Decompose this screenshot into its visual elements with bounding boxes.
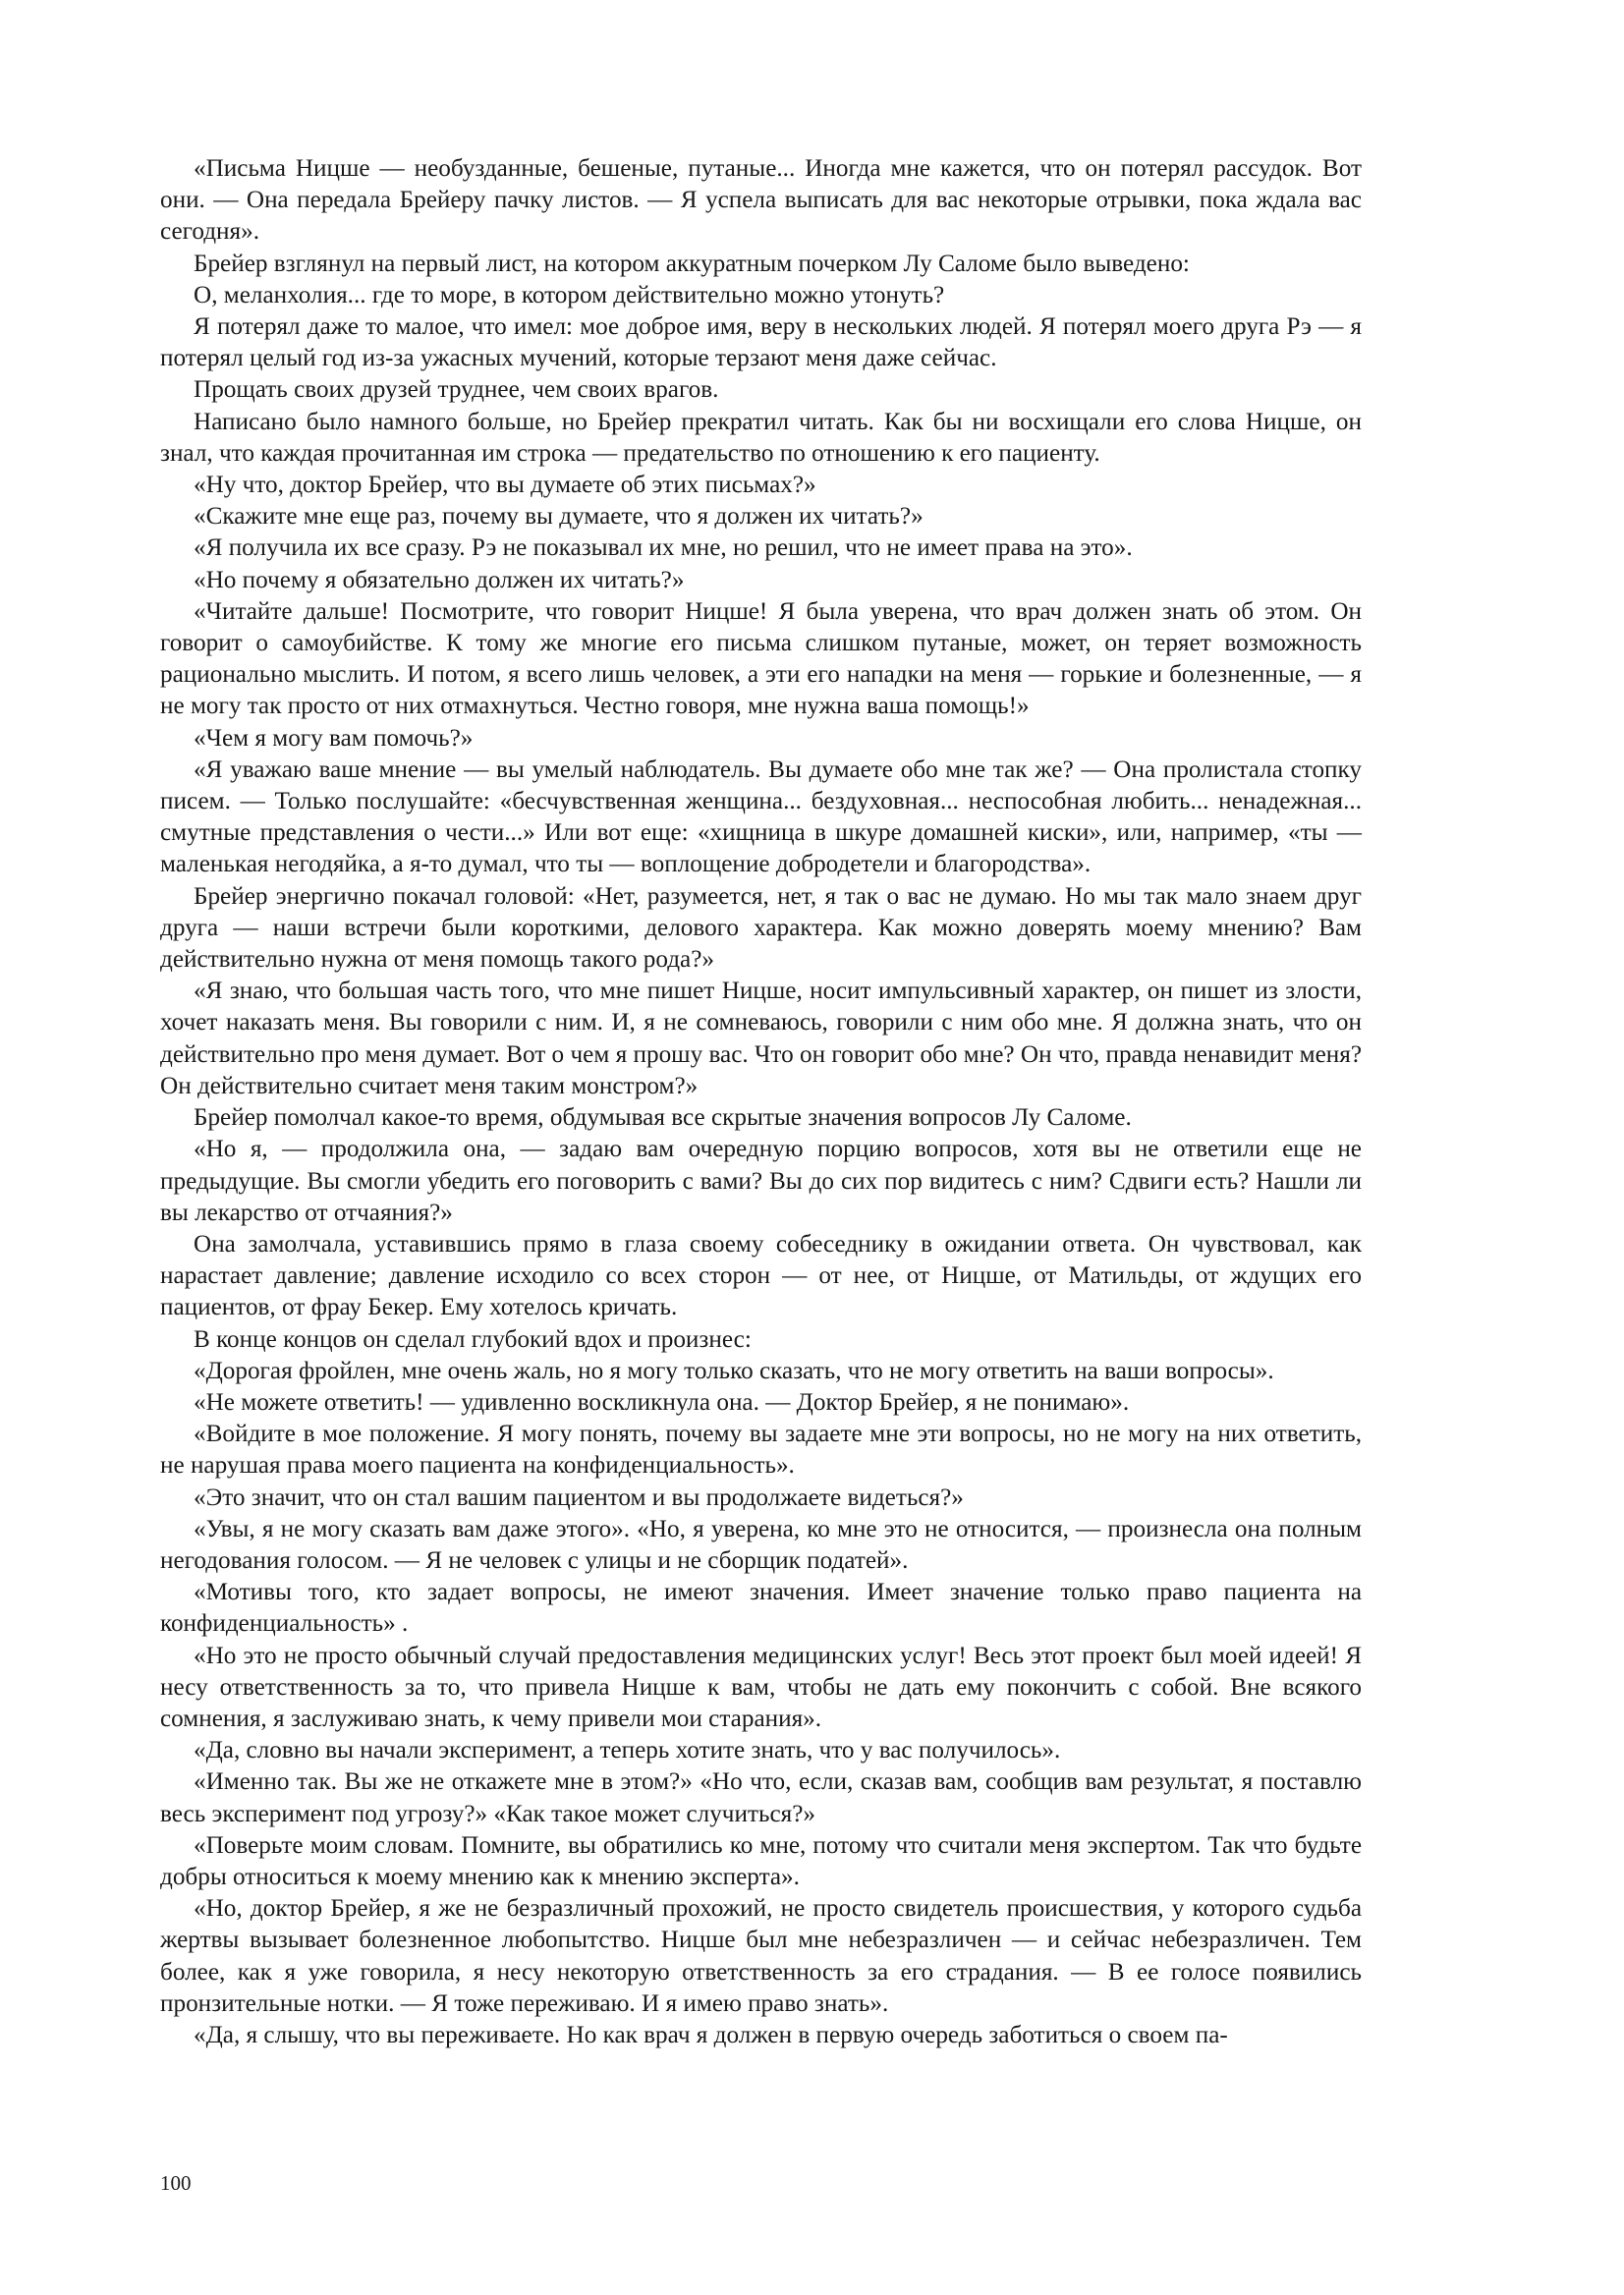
paragraph: «Но почему я обязательно должен их читать?»	[194, 566, 685, 593]
paragraph: «Скажите мне еще раз, почему вы думаете, что я должен их читать?»	[194, 503, 924, 531]
paragraph: Написано было намного больше, но Брейер прекратил читать. Как бы ни восхищали его слова Ницше, он знал, что каждая прочитанная им строка — предательство по отношению к его пациенту.	[160, 408, 1362, 467]
paragraph: «Именно так. Вы же не откажете мне в этом?» «Но что, если, сказав вам, сообщив вам результат, я поставлю весь эксперимент под угрозу?» «Как такое может случиться?»	[160, 1768, 1362, 1827]
paragraph: «Поверьте моим словам. Помните, вы обратились ко мне, потому что считали меня экспертом. Так что будьте добры относиться к моему мнению как к мнению эксперта».	[160, 1831, 1362, 1890]
paragraph: Брейер помолчал какое-то время, обдумывая все скрытые значения вопросов Лу Саломе.	[194, 1104, 1132, 1132]
paragraph: Она замолчала, уставившись прямо в глаза своему собеседнику в ожидании ответа. Он чувствовал, как нарастает давление; давление исходило со всех сторон — от нее, от Ницше, от Матильды, от ждущих его пациентов, от фрау Бекер. Ему хотелось кричать.	[160, 1230, 1362, 1321]
paragraph: «Это значит, что он стал вашим пациентом и вы продолжаете видеться?»	[194, 1483, 964, 1511]
paragraph: «Я получила их все сразу. Рэ не показывал их мне, но решил, что не имеет права на это».	[194, 534, 1133, 562]
paragraph: «Но я, — продолжила она, — задаю вам очередную порцию вопросов, хотя вы не ответили еще не предыдущие. Вы смогли убедить его поговорить с вами? Вы до сих пор видитесь с ним? Сдвиги есть? Нашли ли вы лекарство от отчаяния?»	[160, 1136, 1362, 1226]
paragraph: «Мотивы того, кто задает вопросы, не имеют значения. Имеет значение только право пациента на конфиденциальность» .	[160, 1579, 1362, 1638]
paragraph: «Письма Ницше — необузданные, бешеные, путаные... Иногда мне кажется, что он потерял рассудок. Вот они. — Она передала Брейеру пачку листов. — Я успела выписать для вас некоторые отрывки, пока ждала вас сегодня».	[160, 155, 1362, 246]
paragraph: «Я уважаю ваше мнение — вы умелый наблюдатель. Вы думаете обо мне так же? — Она пролистала стопку писем. — Только послушайте: «бесчувственная женщина... бездуховная... неспособная любить... ненадежная... смутные представления о чести...» Или вот еще: «хищница в шкуре домашней киски», или, например, «ты — маленькая негодяйка, а я-то думал, что ты — воплощение добродетели и благородства».	[160, 756, 1362, 878]
paragraph: «Ну что, доктор Брейер, что вы думаете об этих письмах?»	[194, 472, 816, 499]
paragraph: «Да, я слышу, что вы переживаете. Но как врач я должен в первую очередь заботиться о своем па-	[194, 2021, 1228, 2048]
page-body-text	[160, 153, 1362, 2051]
paragraph: Я потерял даже то малое, что имел: мое доброе имя, веру в нескольких людей. Я потерял моего друга Рэ — я потерял целый год из-за ужасных мучений, которые терзают меня даже сейчас.	[160, 313, 1362, 372]
paragraph: «Но, доктор Брейер, я же не безразличный прохожий, не просто свидетель происшествия, у которого судьба жертвы вызывает болезненное любопытство. Ницше был мне небезразличен — и сейчас небезразличен. Тем более, как я уже говорила, я несу некоторую ответственность за его страдания. — В ее голосе появились пронзительные нотки. — Я тоже переживаю. И я имею право знать».	[160, 1895, 1362, 2017]
paragraph: «Читайте дальше! Посмотрите, что говорит Ницше! Я была уверена, что врач должен знать об этом. Он говорит о самоубийстве. К тому же многие его письма слишком путаные, может, он теряет возможность рационально мыслить. И потом, я всего лишь человек, а эти его нападки на меня — горькие и болезненные, — я не могу так просто от них отмахнуться. Честно говоря, мне нужна ваша помощь!»	[160, 597, 1362, 720]
paragraph: «Увы, я не могу сказать вам даже этого». «Но, я уверена, ко мне это не относится, — произнесла она полным негодования голосом. — Я не человек с улицы и не сборщик податей».	[160, 1515, 1362, 1574]
paragraph: Брейер энергично покачал головой: «Нет, разумеется, нет, я так о вас не думаю. Но мы так мало знаем друг друга — наши встречи были короткими, делового характера. Как можно доверять моему мнению? Вам действительно нужна от меня помощь такого рода?»	[160, 882, 1362, 974]
paragraph: О, меланхолия... где то море, в котором действительно можно утонуть?	[194, 281, 945, 308]
paragraph: Брейер взглянул на первый лист, на котором аккуратным почерком Лу Саломе было выведено:	[194, 250, 1190, 277]
paragraph: «Я знаю, что большая часть того, что мне пишет Ницше, носит импульсивный характер, он пишет из злости, хочет наказать меня. Вы говорили с ним. И, я не сомневаюсь, говорили с ним обо мне. Я должна знать, что он действительно про меня думает. Вот о чем я прошу вас. Что он говорит обо мне? Он что, правда ненавидит меня? Он действительно считает меня таким монстром?»	[160, 978, 1362, 1099]
paragraph: «Не можете ответить! — удивленно воскликнула она. — Доктор Брейер, я не понимаю».	[194, 1388, 1130, 1416]
paragraph: «Но это не просто обычный случай предоставления медицинских услуг! Весь этот проект был моей идеей! Я несу ответственность за то, что привела Ницше к вам, чтобы не дать ему покончить с собой. Вне всякого сомнения, я заслуживаю знать, к чему привели мои старания».	[160, 1642, 1362, 1732]
page-number: 100	[160, 2171, 192, 2195]
paragraph: «Дорогая фройлен, мне очень жаль, но я могу только сказать, что не могу ответить на ваши вопросы».	[194, 1357, 1274, 1384]
paragraph: «Войдите в мое положение. Я могу понять, почему вы задаете мне эти вопросы, но не могу на них ответить, не нарушая права моего пациента на конфиденциальность».	[160, 1421, 1362, 1480]
paragraph: В конце концов он сделал глубокий вдох и произнес:	[194, 1325, 752, 1353]
paragraph: Прощать своих друзей труднее, чем своих врагов.	[194, 376, 719, 404]
paragraph: «Чем я могу вам помочь?»	[194, 724, 474, 752]
paragraph: «Да, словно вы начали эксперимент, а теперь хотите знать, что у вас получилось».	[194, 1737, 1061, 1764]
